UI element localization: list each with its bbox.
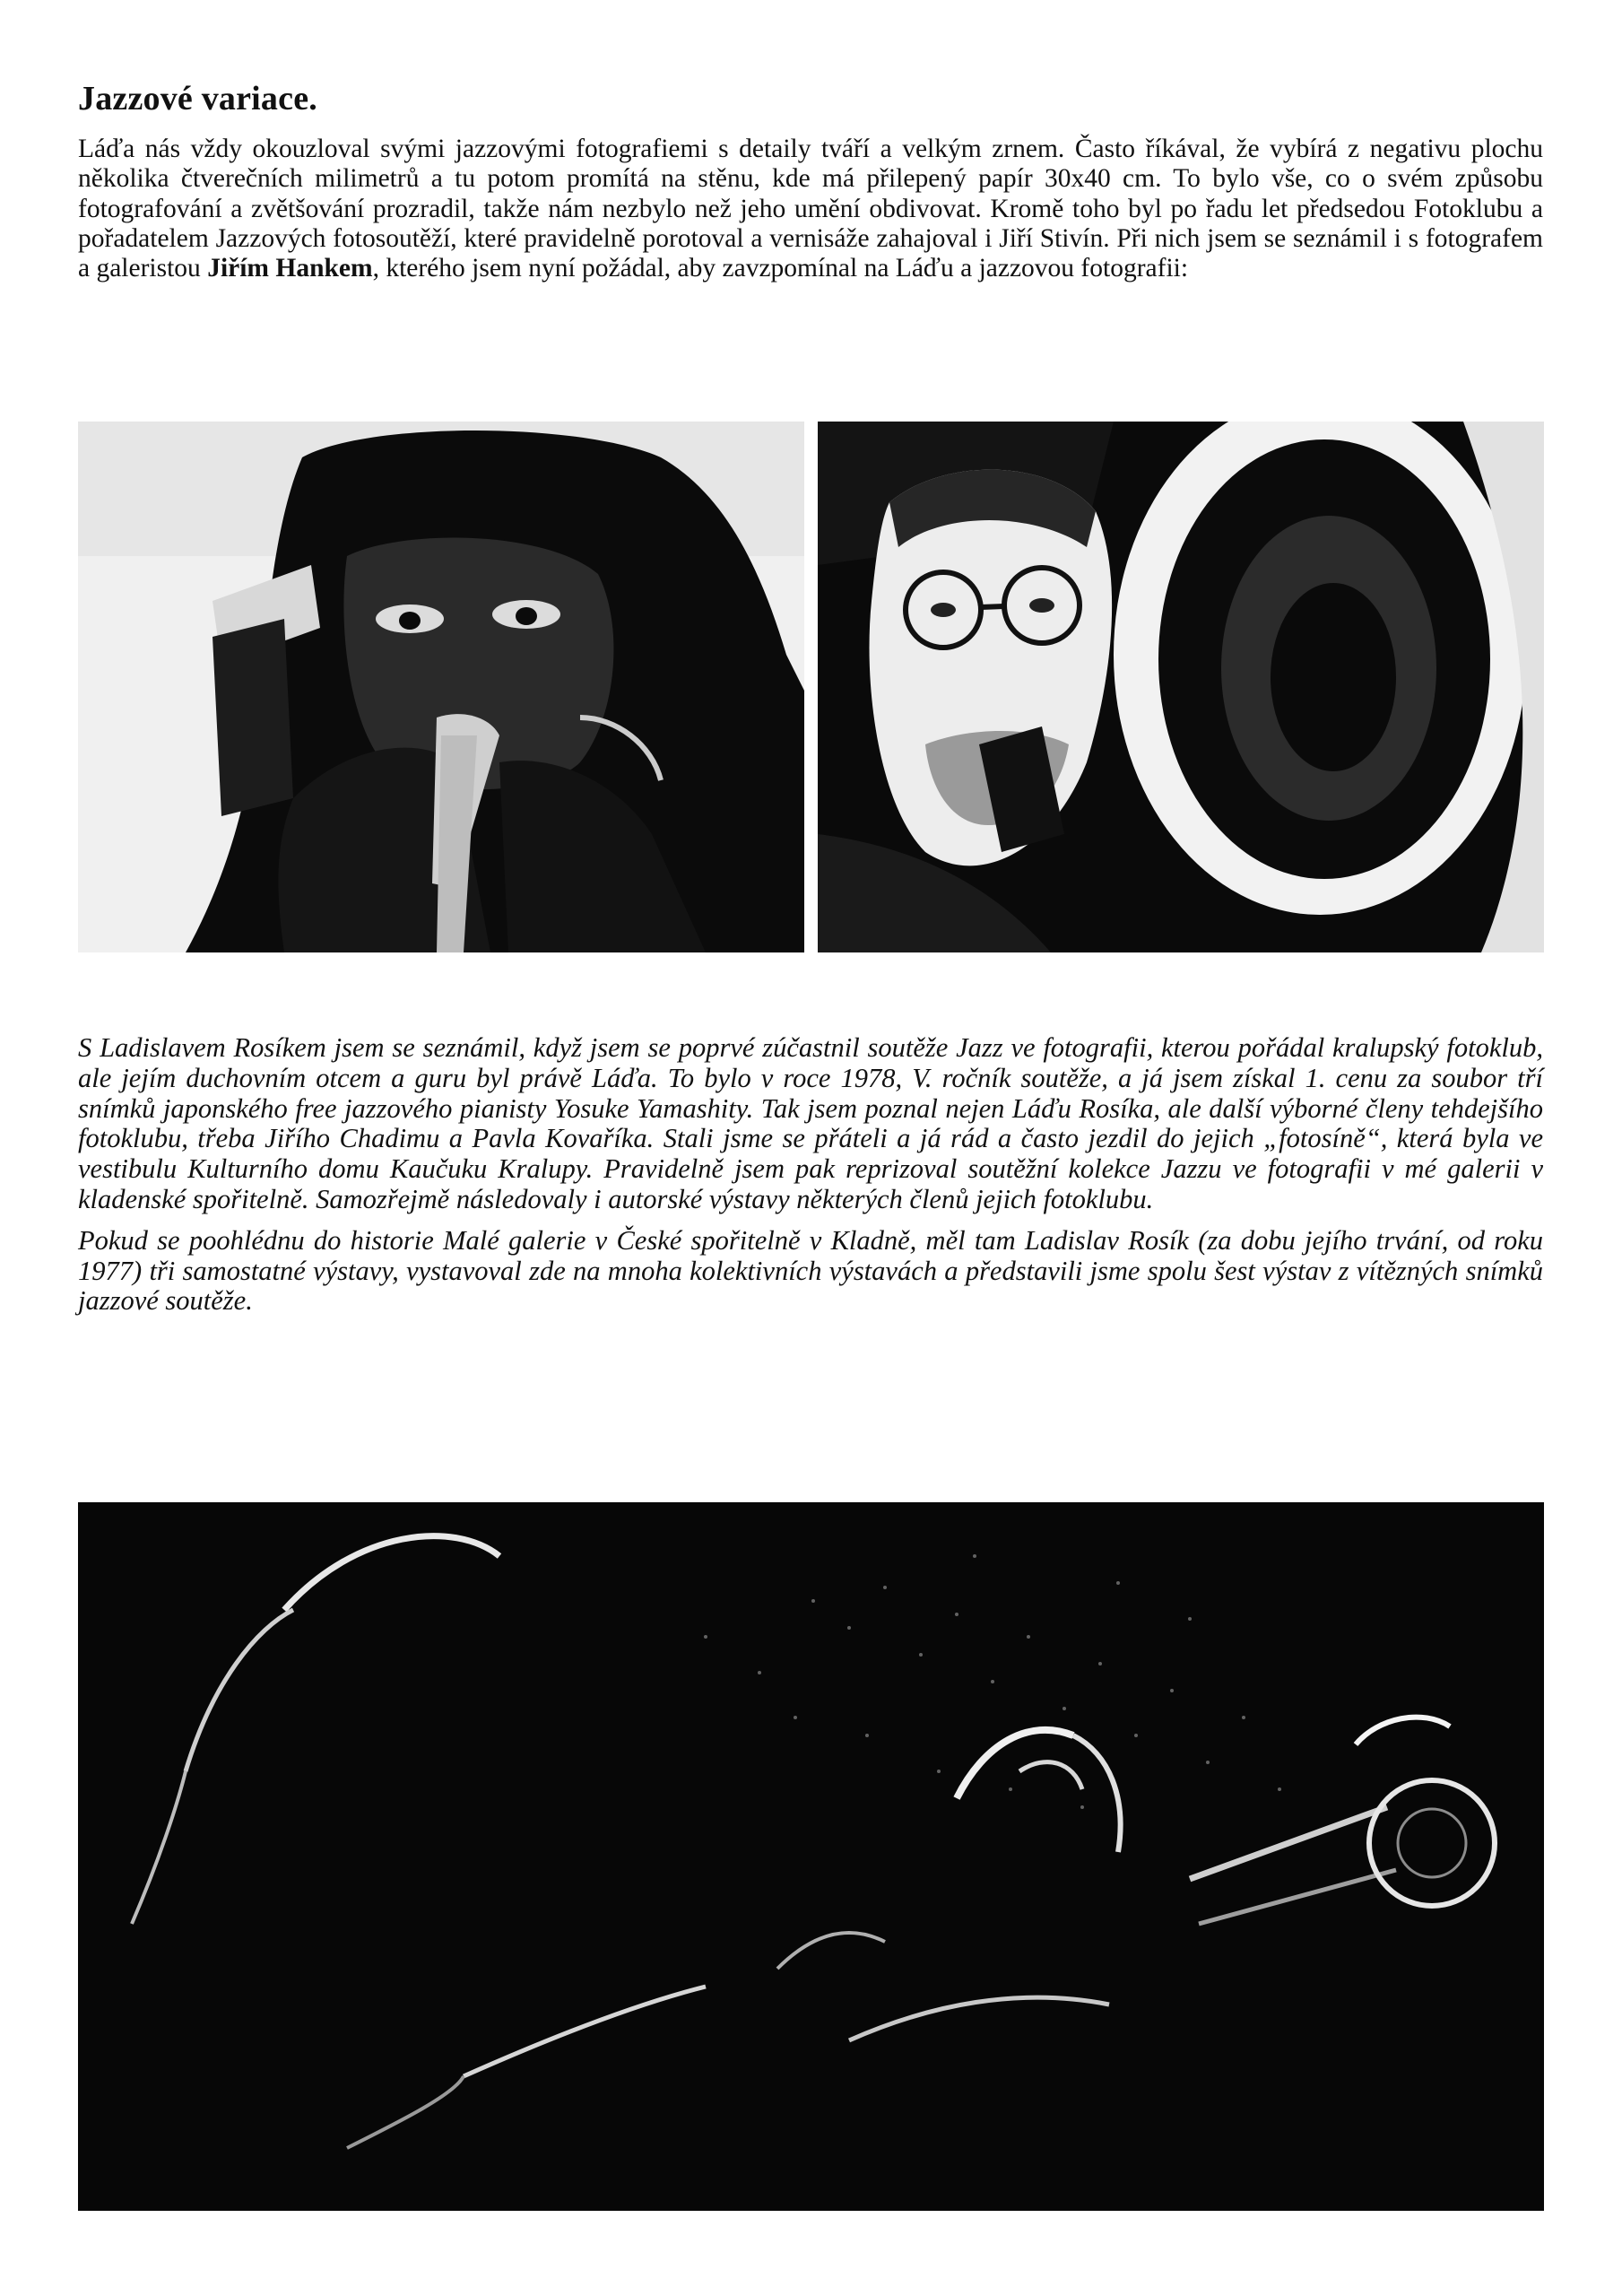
quote-text bbox=[78, 1033, 1543, 1317]
jazz-photo-trombonist bbox=[818, 422, 1544, 952]
jazz-photo-trumpeter-silhouette bbox=[78, 1502, 1544, 2211]
quote-paragraph-2: Pokud se poohlédnu do historie Malé galerie v České spořitelně v Kladně, měl tam Ladislav Rosík (za dobu jejího trvání, od roku 1977) tři samostatné výstavy, vystavoval zde na mnoha kolektivních výstavách a představili jsme spolu šest výstav z vítězných snímků jazzové soutěže. bbox=[78, 1224, 1543, 1317]
intro-name-highlight: Jiřím Hankem bbox=[207, 254, 373, 283]
intro-text-start: Láďa nás vždy okouzloval svými jazzovými fotografiemi s detaily tváří a velkým zrnem. Často říkával, že vybírá z negativu plochu několika čtverečních milimetrů a tu potom promítá na stěnu, kde má přilepený papír 30x40 cm. To bylo vše, co o svém způsobu fotografování a zvětšování prozradil, takže nám nezbylo než jeho umění obdivovat. Kromě toho byl po řadu let předsedou Fotoklubu a pořadatelem Jazzových fotosoutěží, které pravidelně porotoval a vernisáže zahajoval i Jiří Stivín. Při nich jsem se seznámil i s fotografem a galeristou bbox=[78, 135, 1543, 283]
quote-paragraph-1: S Ladislavem Rosíkem jsem se seznámil, když jsem se poprvé zúčastnil soutěže Jazz ve fotografii, kterou pořádal kralupský fotoklub, ale jejím duchovním otcem a guru byl právě Láďa. To bylo v roce 1978, V. ročník soutěže, a já jsem získal 1. cenu za soubor tří snímků japonského free jazzového pianisty Yosuke Yamashity. Tak jsem poznal nejen Láďu Rosíka, ale další výborné členy tehdejšího fotoklubu, třeba Jiřího Chadimu a Pavla Kovaříka. Stali jsme se přáteli a já rád a často jezdil do jejich „fotosíně“, která byla ve vestibulu Kulturního domu Kaučuku Kralupy. Pravidelně jsem pak reprizoval soutěžní kolekce Jazzu ve fotografii v mé galerii v kladenské spořitelně. Samozřejmě následovaly i autorské výstavy některých členů jejich fotoklubu. bbox=[78, 1032, 1543, 1214]
intro-text-end: , kterého jsem nyní požádal, aby zavzpomínal na Láďu a jazzovou fotografii: bbox=[372, 254, 1189, 283]
page-title: Jazzové variace. bbox=[78, 80, 317, 117]
jazz-photo-trumpeter-closeup bbox=[78, 422, 804, 952]
intro-text bbox=[78, 135, 1543, 283]
intro-paragraph bbox=[78, 135, 1543, 283]
